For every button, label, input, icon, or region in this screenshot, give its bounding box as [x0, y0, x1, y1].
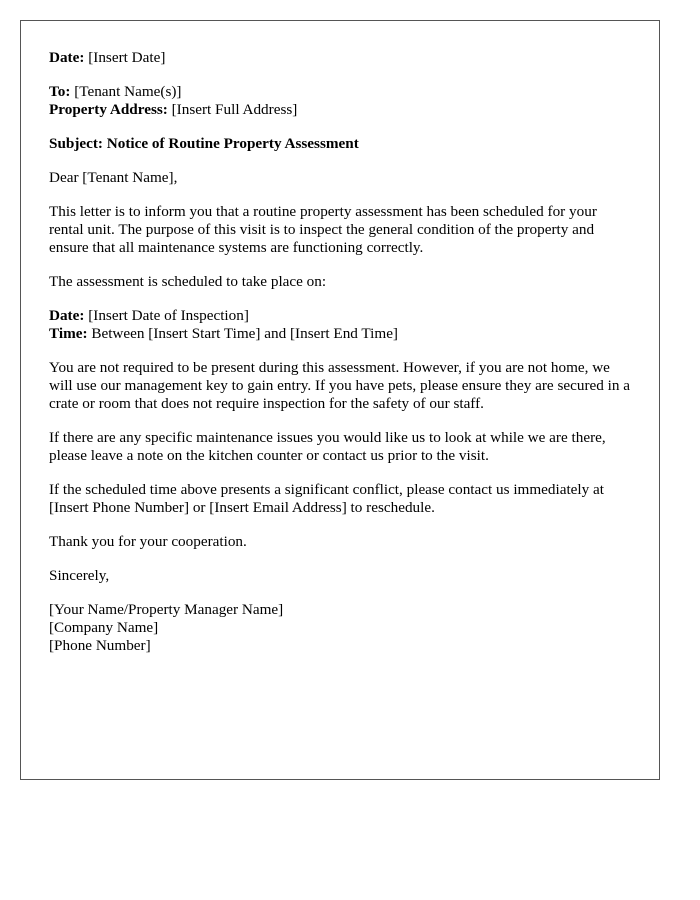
inspection-details — [49, 307, 631, 343]
signature-name: [Your Name/Property Manager Name] — [49, 601, 284, 618]
salutation: Dear [Tenant Name], — [49, 169, 178, 186]
inspection-time-value: Between [Insert Start Time] and [Insert End Time] — [87, 325, 398, 342]
paragraph-reschedule: If the scheduled time above presents a significant conflict, please contact us immediately at [Insert Phone Number] or [Insert Email Address] to reschedule. — [49, 481, 604, 516]
inspection-date-label: Date: — [49, 307, 85, 324]
address-line — [49, 101, 631, 119]
paragraph-schedule-intro: The assessment is scheduled to take place on: — [49, 273, 327, 290]
recipient-block — [49, 83, 631, 119]
letter-document — [20, 20, 660, 780]
to-line — [49, 83, 631, 101]
date-value: [Insert Date] — [84, 49, 166, 66]
to-value: [Tenant Name(s)] — [70, 83, 182, 100]
inspection-time-line — [49, 325, 631, 343]
inspection-date-value: [Insert Date of Inspection] — [84, 307, 249, 324]
thanks-line: Thank you for your cooperation. — [49, 533, 247, 550]
address-label: Property Address: — [49, 101, 168, 118]
signature-block — [49, 601, 631, 655]
inspection-date-line — [49, 307, 631, 325]
inspection-time-label: Time: — [49, 325, 88, 342]
address-value: [Insert Full Address] — [167, 101, 298, 118]
paragraph-maintenance: If there are any specific maintenance issues you would like us to look at while we are there, please leave a note on the kitchen counter or contact us prior to the visit. — [49, 429, 606, 464]
paragraph-entry: You are not required to be present during this assessment. However, if you are not home, we will use our management key to gain entry. If you have pets, please ensure they are secured in a crate or room that does not require inspection for the safety of our staff. — [49, 359, 630, 412]
paragraph-purpose: This letter is to inform you that a routine property assessment has been scheduled for your rental unit. The purpose of this visit is to inspect the general condition of the property and ensure that all maintenance systems are functioning correctly. — [49, 203, 597, 256]
date-label: Date: — [49, 49, 85, 66]
subject-line: Subject: Notice of Routine Property Assessment — [49, 135, 359, 152]
closing-line: Sincerely, — [49, 567, 110, 584]
signature-phone: [Phone Number] — [49, 637, 151, 654]
date-line — [49, 49, 631, 67]
signature-company: [Company Name] — [49, 619, 159, 636]
to-label: To: — [49, 83, 71, 100]
